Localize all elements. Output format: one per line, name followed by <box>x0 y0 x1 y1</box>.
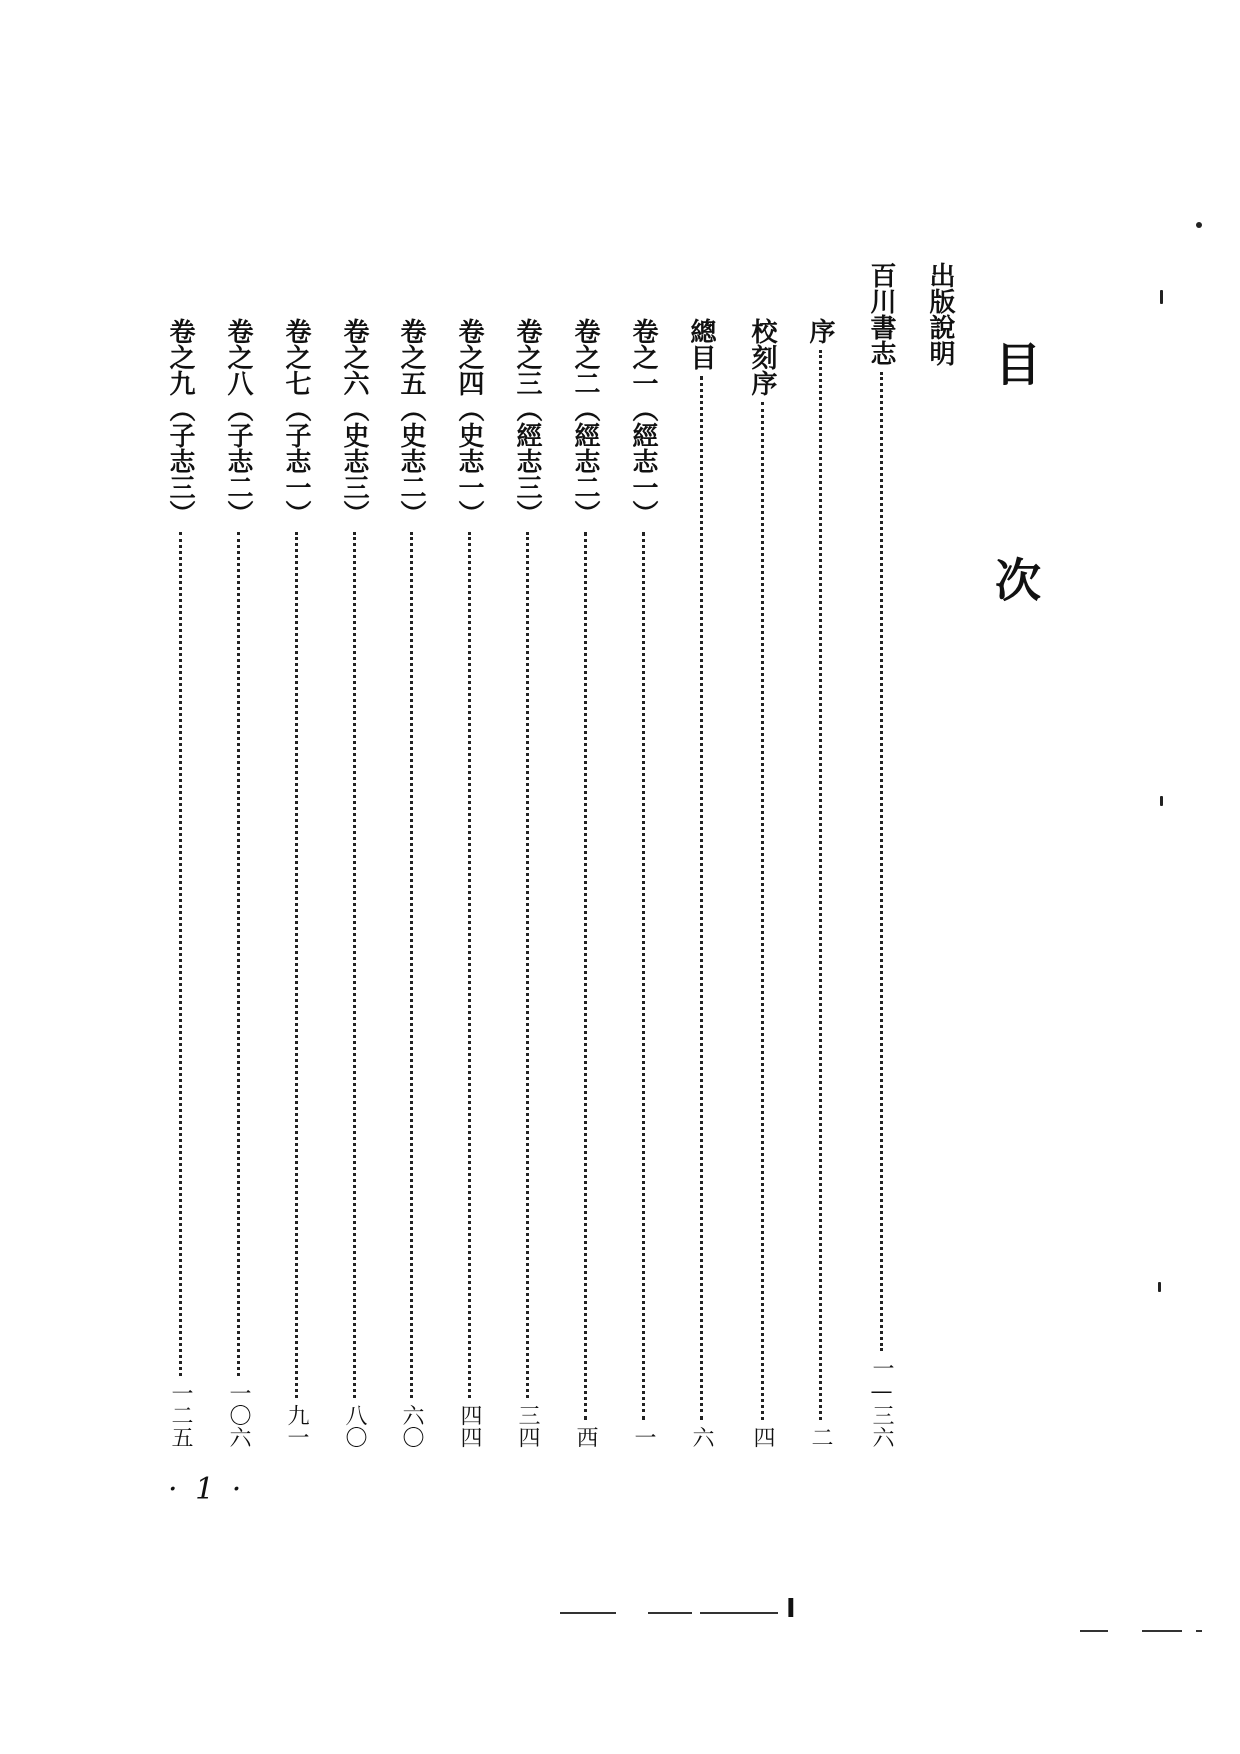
toc-entry-preface[interactable] <box>805 318 835 1448</box>
dot-leader <box>295 532 298 1398</box>
toc-entry-label: 卷之八（子志二） <box>223 318 253 526</box>
dot-leader <box>584 532 587 1420</box>
dot-leader <box>468 532 471 1398</box>
toc-entry-label: 校刻序 <box>747 318 777 396</box>
bottom-rule <box>700 1612 778 1614</box>
scan-speck <box>1160 290 1163 304</box>
toc-entry-label: 卷之一（經志一） <box>628 318 658 526</box>
bottom-rule <box>648 1612 692 1614</box>
toc-entry-collation-preface[interactable] <box>747 318 777 1448</box>
toc-entry-label: 卷之三（經志三） <box>512 318 542 526</box>
dot-leader <box>700 376 703 1420</box>
dot-leader <box>410 532 413 1398</box>
scan-speck <box>1160 796 1163 806</box>
toc-entry-page: 一〇六 <box>226 1382 251 1448</box>
toc-entry-page: 四四 <box>457 1404 482 1448</box>
toc-entry-volume-6[interactable] <box>339 318 369 1448</box>
toc-entry-volume-5[interactable] <box>396 318 426 1448</box>
bottom-rule <box>560 1612 616 1614</box>
toc-entry-label: 序 <box>805 318 835 344</box>
toc-entry-page: 二 <box>808 1426 833 1448</box>
toc-entry-volume-4[interactable] <box>454 318 484 1448</box>
toc-entry-page: 一—三六 <box>869 1357 894 1448</box>
toc-entry-volume-7[interactable] <box>281 318 311 1448</box>
scan-speck <box>1196 222 1202 228</box>
page-title: 目 次 <box>988 340 1042 660</box>
dot-leader <box>819 350 822 1420</box>
toc-entry-page: 三四 <box>515 1404 540 1448</box>
toc-entry-page: 一 <box>631 1426 656 1448</box>
bottom-rule <box>1142 1630 1182 1632</box>
bottom-rule <box>1080 1630 1108 1632</box>
toc-entry-volume-3[interactable] <box>512 318 542 1448</box>
dot-leader <box>353 532 356 1398</box>
dot-leader <box>642 532 645 1420</box>
toc-entry-label: 卷之九（子志三） <box>165 318 195 526</box>
dot-leader <box>526 532 529 1398</box>
toc-entry-label: 卷之二（經志二） <box>570 318 600 526</box>
toc-entry-page: 六〇 <box>399 1404 424 1448</box>
toc-entry-volume-8[interactable] <box>223 318 253 1448</box>
dot-leader <box>761 402 764 1420</box>
toc-entry-page: 八〇 <box>342 1404 367 1448</box>
dot-leader <box>179 532 182 1376</box>
bottom-rule <box>1196 1630 1202 1632</box>
printer-mark: I <box>786 1594 796 1624</box>
toc-entry-page: 西 <box>573 1426 598 1448</box>
toc-entry-label: 卷之七（子志一） <box>281 318 311 526</box>
toc-entry-label: 卷之六（史志三） <box>339 318 369 526</box>
page-number: · 1 · <box>168 1472 246 1507</box>
dot-leader <box>880 372 883 1351</box>
dot-leader <box>237 532 240 1376</box>
toc-entry-volume-9[interactable] <box>165 318 195 1448</box>
toc-entry-volume-1[interactable] <box>628 318 658 1448</box>
toc-entry-page: 六 <box>689 1426 714 1448</box>
toc-entry-volume-2[interactable] <box>570 318 600 1448</box>
toc-entry-page: 一二五 <box>168 1382 193 1448</box>
toc-entry-publication-note[interactable] <box>925 262 955 366</box>
toc-entry-baichuan-shuzhi[interactable] <box>866 262 896 1448</box>
scan-speck <box>1158 1282 1161 1292</box>
toc-entry-page: 四 <box>750 1426 775 1448</box>
toc-entry-label: 卷之五（史志二） <box>396 318 426 526</box>
toc-entry-page: 九一 <box>284 1404 309 1448</box>
toc-entry-label: 出版說明 <box>925 262 955 366</box>
toc-entry-label: 百川書志 <box>866 262 896 366</box>
toc-entry-general-contents[interactable] <box>686 318 716 1448</box>
toc-entry-label: 總目 <box>686 318 716 370</box>
toc-entry-label: 卷之四（史志一） <box>454 318 484 526</box>
